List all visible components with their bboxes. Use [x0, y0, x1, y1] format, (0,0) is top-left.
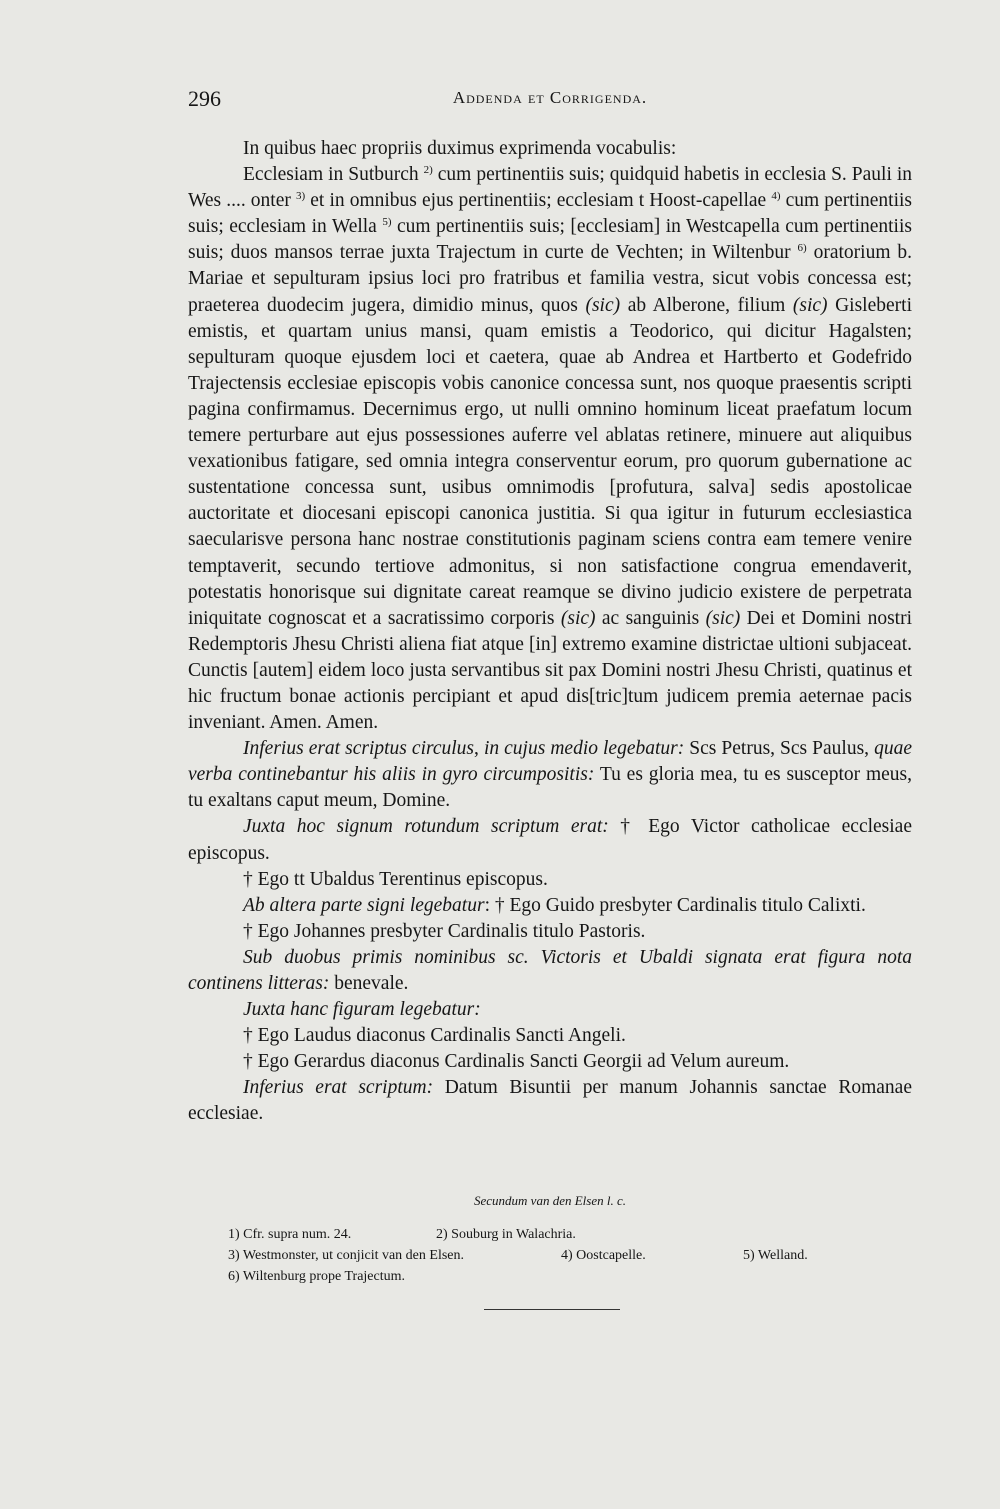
signature-gerardus: † Ego Gerardus diaconus Cardinalis Sancti Georgii ad Velum aureum.: [243, 1051, 790, 1073]
running-title: Addenda et Corrigenda.: [452, 88, 648, 107]
signature-laudus: † Ego Laudus diaconus Cardinalis Sancti Angeli.: [243, 1025, 626, 1047]
paragraph-datum: Inferius erat scriptum: Datum Bisuntii per manum Johannis sanctae Romanae ecclesiae.: [188, 1077, 912, 1125]
paragraph-possessions: Ecclesiam in Sutburch $^{2)}$ cum pertinentiis suis; quidquid habetis in ecclesia S. Pauli in Wes .... onter $^{3)}$ et in omnibus ejus pertinentiis; ecclesiam t Hoost-capellae $^{4)}$ cum pertinentiis suis; ecclesiam in Wella $^{5)}$ cum pertinentiis suis; [ecclesiam] in Westcapella cum pertinentiis suis; duos mansos terrae juxta Trajectum in curte de Vechten; in Wiltenbur $^{6)}$ oratorium b. Mariae et sepulturam ipsius loci pro fratribus et familia vestra, sicut vobis concessa est; praeterea duodecim jugera, dimidio minus, quos (sic) ab Alberone, filium (sic) Gisleberti emistis, et quartam unius mansi, quam emistis a Teodorico, qui dicitur Hagalsten; sepulturam quoque ejusdem loci et caetera, quae ab Andrea et Hartberto et Godefrido Trajectensis ecclesiae episcopis vobis canonice concessa sunt, nos quoque praesentis scripti pagina confirmamus. Decernimus ergo, ut nulli omnino hominum liceat praefatum locum temere perturbare aut ejus possessiones auferre vel ablatas retinere, minuere aut aliquibus vexationibus fatigare, sed omnia integra conserventur eorum, pro quorum gubernatione ac sustentatione concessa sunt, usibus omnimodis [profutura, salva] sedis apostolicae auctoritate et diocesani episcopi canonica justitia. Si qua igitur in futurum ecclesiastica saecularisve persona hanc nostrae constitutionis paginam sciens contra eam temere venire temptaverit, secundo tertiove admonitus, si non satisfactione congrua emendaverit, potestatis honorisque sui dignitate careat reamque se divino judicio existere de perpetrata iniquitate cognoscat et a sacratissimo corporis (sic) ac sanguinis (sic) Dei et Domini nostri Redemptoris Jhesu Christi aliena fiat atque [in] extremo examine districtae ultioni subjaceat. Cunctis [autem] eidem loco justa servantibus sit pax Domini nostri Jhesu Christi, quatinus et hic fructum bonae actionis percipiant et apud dis[tric]tum judicem premia aeternae pacis inveniant. Amen. Amen.: [188, 164, 913, 734]
sic-marker: (sic): [585, 294, 621, 316]
signature-victor: Juxta hoc signum rotundum scriptum erat: † Ego Victor catholicae ecclesiae episcopus.: [188, 816, 912, 864]
sic-marker: (sic): [792, 294, 828, 316]
paragraph-circle: Inferius erat scriptus circulus, in cujus medio legebatur: Scs Petrus, Scs Paulus, quae verba continebantur his aliis in gyro circumpositis: Tu es gloria mea, tu es susceptor meus, tu exaltans caput meum, Domine.: [188, 738, 913, 812]
source-note: Secundum van den Elsen l. c.: [474, 1193, 626, 1208]
footnote-ref-2: 2): [423, 164, 433, 177]
sic-marker: (sic): [705, 607, 741, 629]
footnote-row: [228, 1266, 928, 1287]
charter-text: [188, 136, 912, 1128]
signature-ubaldus: † Ego tt Ubaldus Terentinus episcopus.: [243, 868, 548, 890]
footnote-ref-4: 4): [771, 190, 781, 203]
page-header: [188, 86, 912, 116]
footnote-6: 6) Wiltenburg prope Trajectum.: [228, 1269, 406, 1284]
page-number: 296: [188, 86, 221, 111]
footnote-row: [228, 1224, 928, 1245]
footnote-5: 5) Welland.: [743, 1248, 808, 1263]
footnote-ref-5: 5): [382, 216, 392, 229]
footnote-ref-6: 6): [797, 242, 807, 255]
footnote-4: 4) Oostcapelle.: [561, 1248, 646, 1263]
paragraph-intro: In quibus haec propriis duximus exprimenda vocabulis:: [243, 138, 677, 159]
footnote-ref-3: 3): [295, 190, 306, 203]
paragraph-figure-note: Juxta hanc figuram legebatur:: [243, 999, 481, 1021]
footnote-1: 1) Cfr. supra num. 24.: [228, 1227, 352, 1242]
sic-marker: (sic): [560, 607, 596, 629]
signature-johannes: † Ego Johannes presbyter Cardinalis titulo Pastoris.: [243, 920, 646, 942]
closing-rule: [484, 1309, 620, 1310]
footnote-3: 3) Westmonster, ut conjicit van den Elsen.: [228, 1248, 465, 1263]
footnotes: [228, 1224, 928, 1287]
signature-guido: Ab altera parte signi legebatur: † Ego Guido presbyter Cardinalis titulo Calixti.: [243, 894, 866, 916]
footnote-2: 2) Souburg in Walachria.: [436, 1227, 576, 1242]
footnote-row: [228, 1245, 928, 1266]
paragraph-benevale: Sub duobus primis nominibus sc. Victoris et Ubaldi signata erat figura nota continens litteras: benevale.: [188, 946, 912, 994]
